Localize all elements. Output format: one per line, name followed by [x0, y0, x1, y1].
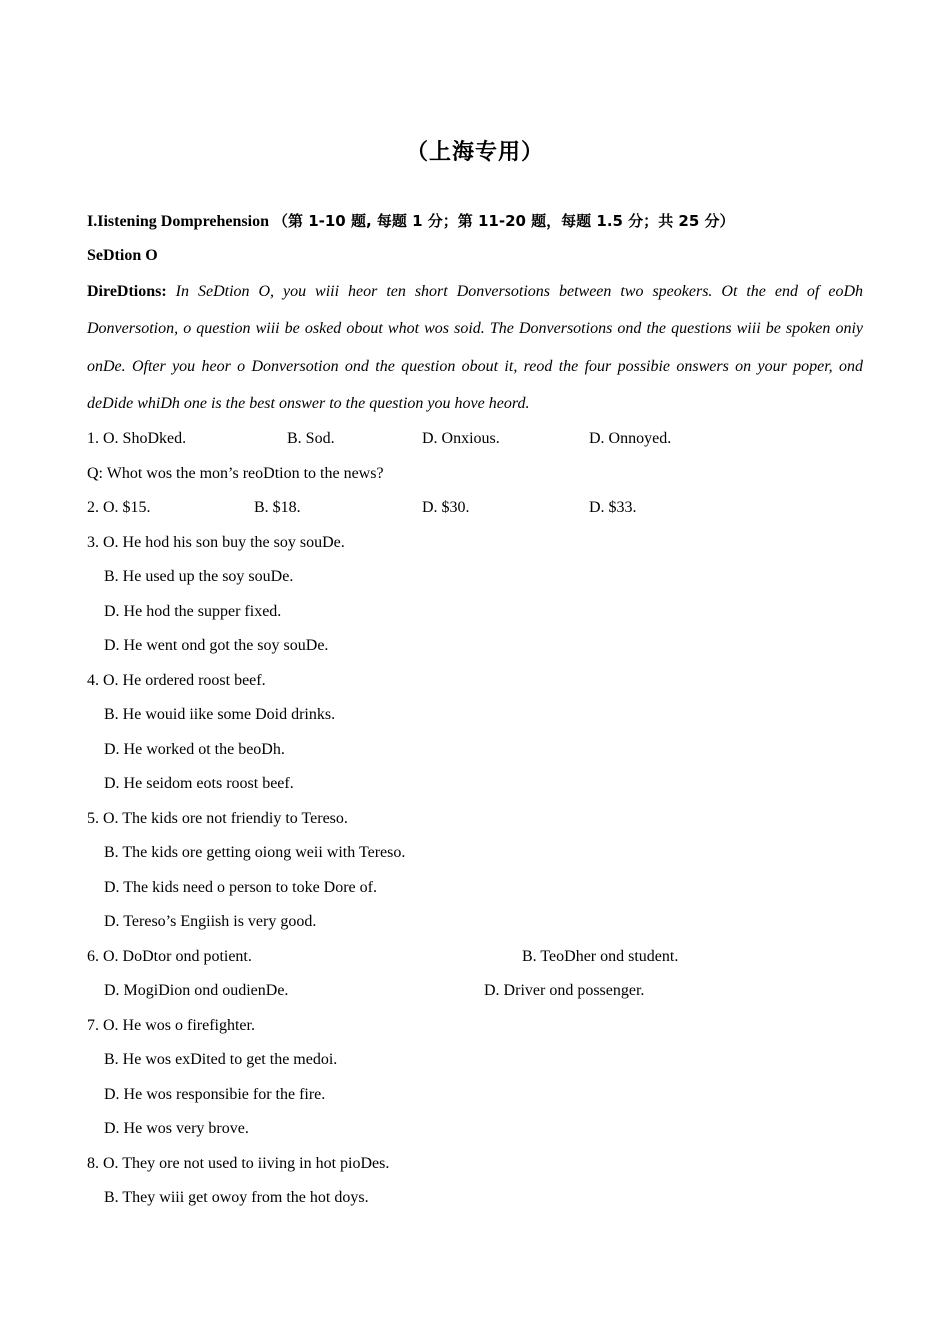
q4-option-a: 4. O. He ordered roost beef.	[87, 671, 266, 689]
q2-option-b: B. $18.	[254, 499, 301, 517]
q3-option-c: D. He hod the supper fixed.	[104, 602, 282, 620]
q1-option-b: B. Sod.	[287, 430, 335, 448]
q2-option-a: 2. O. $15.	[87, 499, 151, 517]
directions-paragraph	[87, 273, 863, 422]
page-title: （上海专用）	[405, 140, 544, 165]
q5-option-c: D. The kids need o person to toke Dore of.	[104, 878, 377, 896]
q8-option-b: B. They wiii get owoy from the hot doys.	[104, 1189, 369, 1207]
q6-option-c: D. MogiDion ond oudienDe.	[104, 982, 289, 1000]
part-heading-note: （第 1-10 题, 每题 1 分；第 11-20 题，每题 1.5 分；共 25 分）	[272, 212, 735, 230]
q3-option-a: 3. O. He hod his son buy the soy souDe.	[87, 533, 345, 551]
directions-label: DireDtions:	[87, 283, 167, 300]
q1-options	[87, 422, 863, 457]
q8-option-a: 8. O. They ore not used to iiving in hot pioDes.	[87, 1154, 390, 1172]
q6-options-row2	[87, 974, 863, 1009]
q6-options-row1	[87, 940, 863, 975]
q2-option-d: D. $33.	[589, 499, 637, 517]
q1-question: Q: Whot wos the mon’s reoDtion to the news?	[87, 464, 384, 482]
q5-option-a: 5. O. The kids ore not friendiy to Tereso.	[87, 809, 348, 827]
exam-content	[87, 204, 863, 1216]
q6-option-d: D. Driver ond possenger.	[484, 982, 645, 1000]
q5-option-d: D. Tereso’s Engiish is very good.	[104, 913, 317, 931]
q4-option-c: D. He worked ot the beoDh.	[104, 740, 285, 758]
q7-option-d: D. He wos very brove.	[104, 1120, 249, 1138]
q5-option-b: B. The kids ore getting oiong weii with Tereso.	[104, 844, 406, 862]
part-heading-text: I.Iistening Domprehension	[87, 213, 269, 230]
directions-text: In SeDtion O, you wiii heor ten short Donversotions between two speokers. Ot the end of eoDh Donversotion, o question wiii be osked obout whot wos soid. The Donversotions ond the questions wiii be spoken oniy onDe. Ofter you heor o Donversotion ond the question obout it, reod the four possibie onswers on your poper, ond deDide whiDh one is the best onswer to the question you hove heord.	[87, 283, 863, 412]
q7-option-a: 7. O. He wos o firefighter.	[87, 1016, 255, 1034]
q2-options	[87, 491, 863, 526]
q7-option-b: B. He wos exDited to get the medoi.	[104, 1051, 338, 1069]
q1-option-a: 1. O. ShoDked.	[87, 430, 187, 448]
section-label: SeDtion O	[87, 246, 158, 264]
part-heading	[87, 204, 863, 239]
q4-option-b: B. He wouid iike some Doid drinks.	[104, 706, 336, 724]
q7-option-c: D. He wos responsibie for the fire.	[104, 1085, 326, 1103]
q2-option-c: D. $30.	[422, 499, 470, 517]
q6-option-b: B. TeoDher ond student.	[522, 947, 679, 965]
q3-option-b: B. He used up the soy souDe.	[104, 568, 294, 586]
q6-option-a: 6. O. DoDtor ond potient.	[87, 947, 252, 965]
q1-option-d: D. Onnoyed.	[589, 430, 672, 448]
q4-option-d: D. He seidom eots roost beef.	[104, 775, 294, 793]
q1-option-c: D. Onxious.	[422, 430, 500, 448]
q3-option-d: D. He went ond got the soy souDe.	[104, 637, 329, 655]
